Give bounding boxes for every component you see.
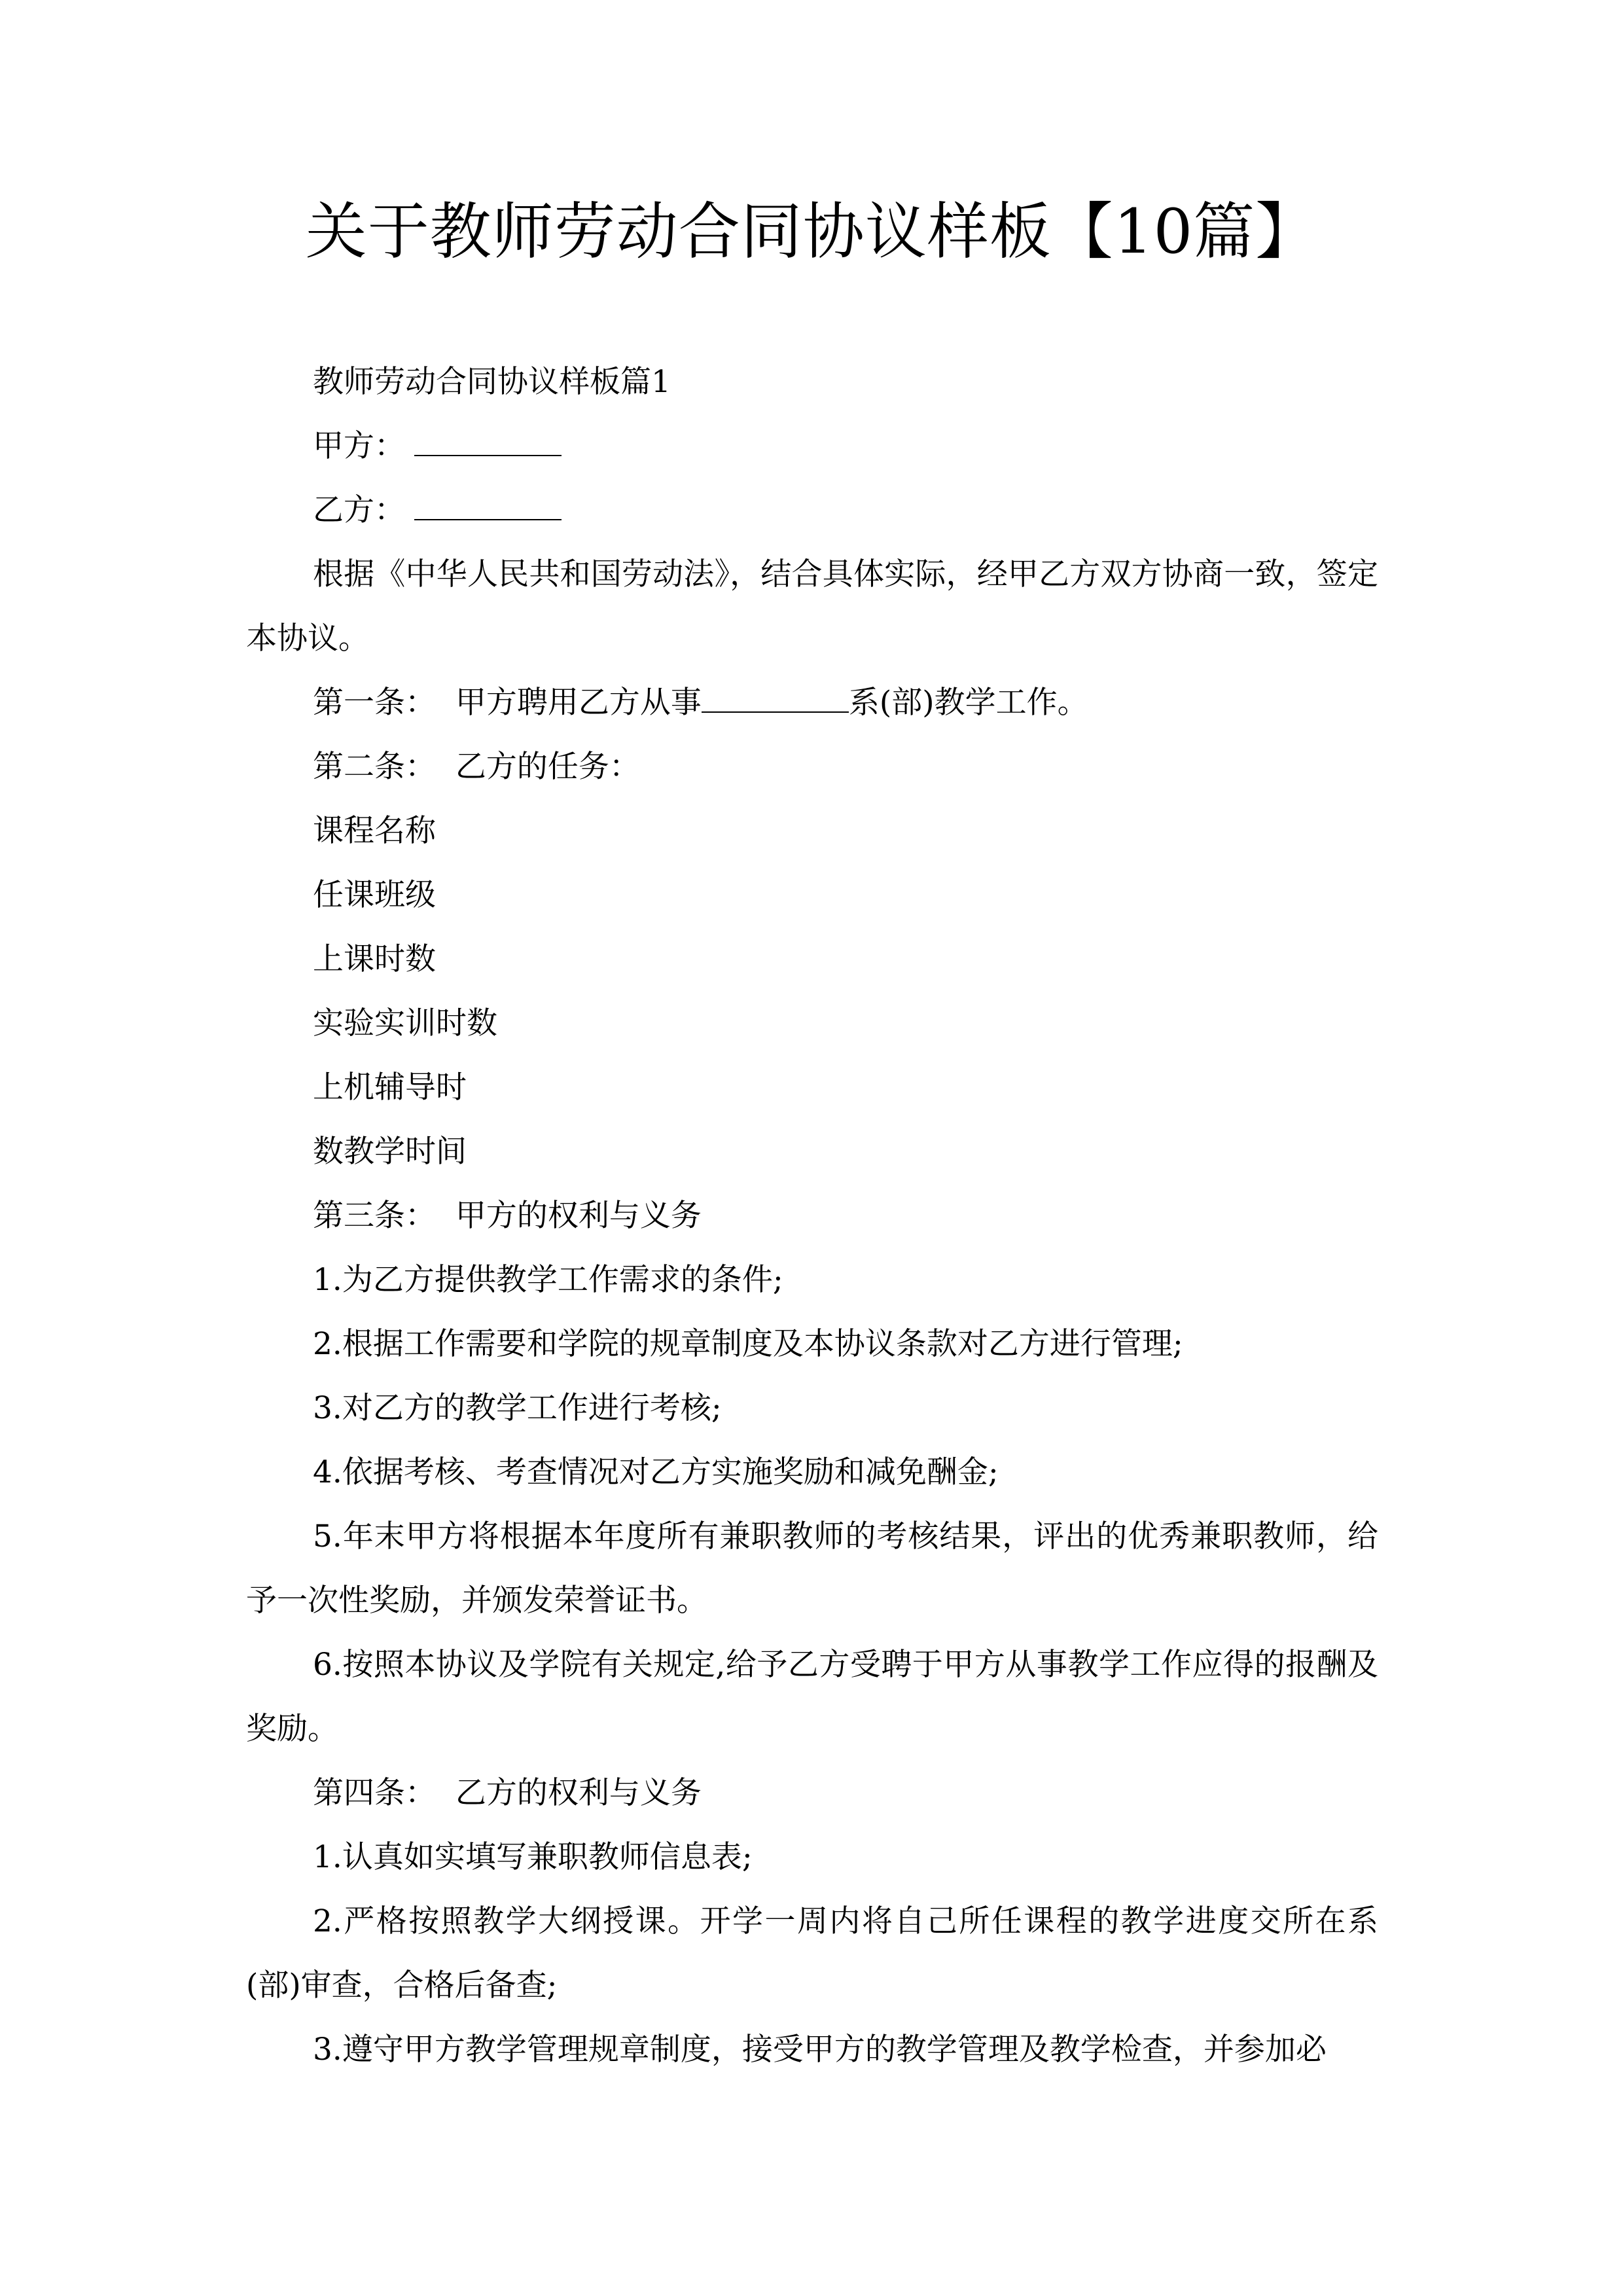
task-item-class: 任课班级	[313, 877, 436, 913]
intro-paragraph: 根据《中华人民共和国劳动法》，结合具体实际，经甲乙方双方协商一致，签定本协议。	[246, 556, 1378, 656]
article-4-item: 1.认真如实填写兼职教师信息表;	[313, 1839, 753, 1875]
party-a-line	[246, 414, 1378, 478]
task-item-computer-tutoring: 上机辅导时	[313, 1069, 467, 1105]
party-b-blank-field[interactable]	[414, 490, 562, 520]
task-item-lab-hours: 实验实训时数	[313, 1005, 497, 1041]
department-blank-field[interactable]	[702, 683, 849, 713]
article-4-item: 2.严格按照教学大纲授课。开学一周内将自己所任课程的教学进度交所在系(部)审查，合格后备查;	[246, 1903, 1378, 2003]
section-heading: 教师劳动合同协议样板篇1	[313, 364, 671, 400]
article-1	[246, 671, 1378, 735]
article-2-heading: 第二条： 乙方的任务：	[313, 749, 640, 785]
article-4-item: 3.遵守甲方教学管理规章制度，接受甲方的教学管理及教学检查，并参加必	[313, 2032, 1327, 2068]
article-3-item: 5.年末甲方将根据本年度所有兼职教师的考核结果，评出的优秀兼职教师，给予一次性奖励，并颁发荣誉证书。	[246, 1518, 1378, 1619]
article-3-item: 1.为乙方提供教学工作需求的条件;	[313, 1262, 783, 1298]
article-4-heading: 第四条： 乙方的权利与义务	[313, 1775, 702, 1811]
task-item-teaching-time: 数教学时间	[313, 1134, 467, 1170]
party-a-label: 甲方：	[313, 428, 405, 464]
task-item-lecture-hours: 上课时数	[313, 941, 436, 977]
party-a-blank-field[interactable]	[414, 426, 562, 456]
article-3-item: 2.根据工作需要和学院的规章制度及本协议条款对乙方进行管理;	[313, 1326, 1183, 1362]
article-1-prefix: 第一条： 甲方聘用乙方从事	[313, 685, 702, 721]
article-3-heading: 第三条： 甲方的权利与义务	[313, 1198, 702, 1234]
article-3-item: 4.依据考核、考查情况对乙方实施奖励和减免酬金;	[313, 1454, 999, 1490]
task-item-course-name: 课程名称	[313, 813, 436, 849]
article-1-suffix: 系(部)教学工作。	[848, 685, 1088, 721]
document-body	[246, 350, 1378, 2082]
document-title: 关于教师劳动合同协议样板【10篇】	[305, 196, 1318, 268]
article-3-item: 6.按照本协议及学院有关规定,给予乙方受聘于甲方从事教学工作应得的报酬及奖励。	[246, 1647, 1378, 1747]
article-3-item: 3.对乙方的教学工作进行考核;	[313, 1390, 722, 1426]
party-b-line	[246, 478, 1378, 543]
party-b-label: 乙方：	[313, 492, 405, 528]
